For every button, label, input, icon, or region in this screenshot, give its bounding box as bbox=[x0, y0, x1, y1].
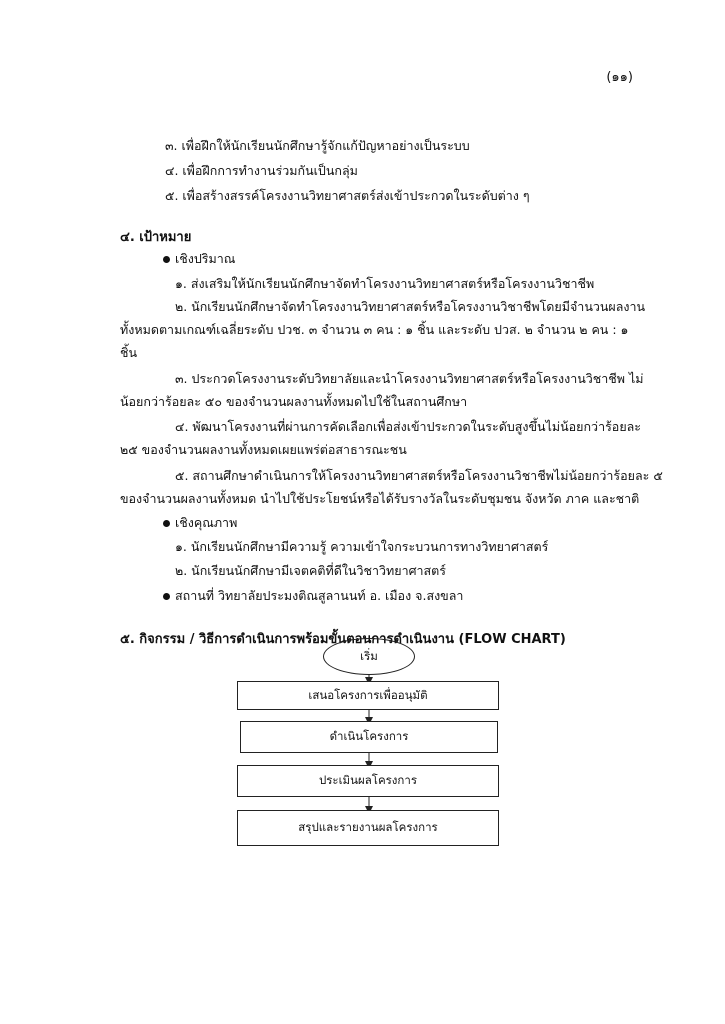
flow-step-1 bbox=[237, 681, 499, 710]
goal-q5a: ๕. สถานศึกษาดำเนินการให้โครงงานวิทยาศาสตร์หรือโครงงานวิชาชีพไม่น้อยกว่าร้อยละ ๕ bbox=[175, 468, 663, 483]
flow-step-2-label: ดำเนินโครงการ bbox=[329, 729, 409, 743]
goal-q1: ๑. ส่งเสริมให้นักเรียนนักศึกษาจัดทำโครงงานวิทยาศาสตร์หรือโครงงานวิชาชีพ bbox=[175, 276, 595, 291]
goal-q2a: ๒. นักเรียนนักศึกษาจัดทำโครงงานวิทยาศาสตร์หรือโครงงานวิชาชีพโดยมีจำนวนผลงาน bbox=[175, 299, 646, 314]
flow-step-4-label: สรุปและรายงานผลโครงการ bbox=[298, 820, 438, 834]
flow-start-label: เริ่ม bbox=[360, 648, 378, 663]
goal-q3b: น้อยกว่าร้อยละ ๕๐ ของจำนวนผลงานทั้งหมดไปใช้ในสถานศึกษา bbox=[120, 394, 468, 409]
goal-q4b: ๒๕ ของจำนวนผลงานทั้งหมดเผยแพร่ต่อสาธารณะชน bbox=[120, 442, 407, 457]
flow-step-2 bbox=[240, 721, 498, 753]
goal-q2b: ทั้งหมดตามเกณฑ์เฉลี่ยระดับ ปวช. ๓ จำนวน ๓ คน : ๑ ชิ้น และระดับ ปวส. ๒ จำนวน ๒ คน : ๑ bbox=[120, 322, 629, 337]
page-number: (๑๑) bbox=[606, 70, 633, 85]
flow-step-4 bbox=[237, 810, 499, 846]
goal-q5b: ของจำนวนผลงานทั้งหมด นำไปใช้ประโยชน์หรือได้รับรางวัลในระดับชุมชน จังหวัด ภาค และชาติ bbox=[120, 491, 640, 506]
quantitative-label: เชิงปริมาณ bbox=[175, 251, 236, 266]
goal-ql2: ๒. นักเรียนนักศึกษามีเจตคติที่ดีในวิชาวิทยาศาสตร์ bbox=[175, 563, 447, 578]
goal-q3a: ๓. ประกวดโครงงานระดับวิทยาลัยและนำโครงงานวิทยาศาสตร์หรือโครงงานวิชาชีพ ไม่ bbox=[175, 371, 644, 386]
flow-step-3 bbox=[237, 765, 499, 797]
objective-5: ๕. เพื่อสร้างสรรค์โครงงานวิทยาศาสตร์ส่งเข้าประกวดในระดับต่าง ๆ bbox=[165, 188, 530, 203]
qualitative-label: เชิงคุณภาพ bbox=[175, 515, 238, 530]
flow-step-3-label: ประเมินผลโครงการ bbox=[318, 773, 418, 787]
section4-heading: ๔. เป้าหมาย bbox=[120, 230, 192, 245]
goal-q4a: ๔. พัฒนาโครงงานที่ผ่านการคัดเลือกเพื่อส่งเข้าประกวดในระดับสูงขึ้นไม่น้อยกว่าร้อยละ bbox=[175, 419, 642, 434]
goal-q2c: ชิ้น bbox=[120, 345, 138, 360]
section5-heading: ๕. กิจกรรม / วิธีการดำเนินการพร้อมขั้นตอนการดำเนินงาน (FLOW CHART) bbox=[120, 632, 566, 647]
goal-ql1: ๑. นักเรียนนักศึกษามีความรู้ ความเข้าใจกระบวนการทางวิทยาศาสตร์ bbox=[175, 539, 549, 554]
flow-step-1-label: เสนอโครงการเพื่ออนุมัติ bbox=[308, 687, 428, 702]
objective-4: ๔. เพื่อฝึกการทำงานร่วมกันเป็นกลุ่ม bbox=[165, 163, 358, 178]
flow-start bbox=[323, 638, 415, 675]
objective-3: ๓. เพื่อฝึกให้นักเรียนนักศึกษารู้จักแก้ปัญหาอย่างเป็นระบบ bbox=[165, 138, 470, 153]
location-text: สถานที่ วิทยาลัยประมงติณสูลานนท์ อ. เมือง จ.สงขลา bbox=[175, 588, 464, 603]
